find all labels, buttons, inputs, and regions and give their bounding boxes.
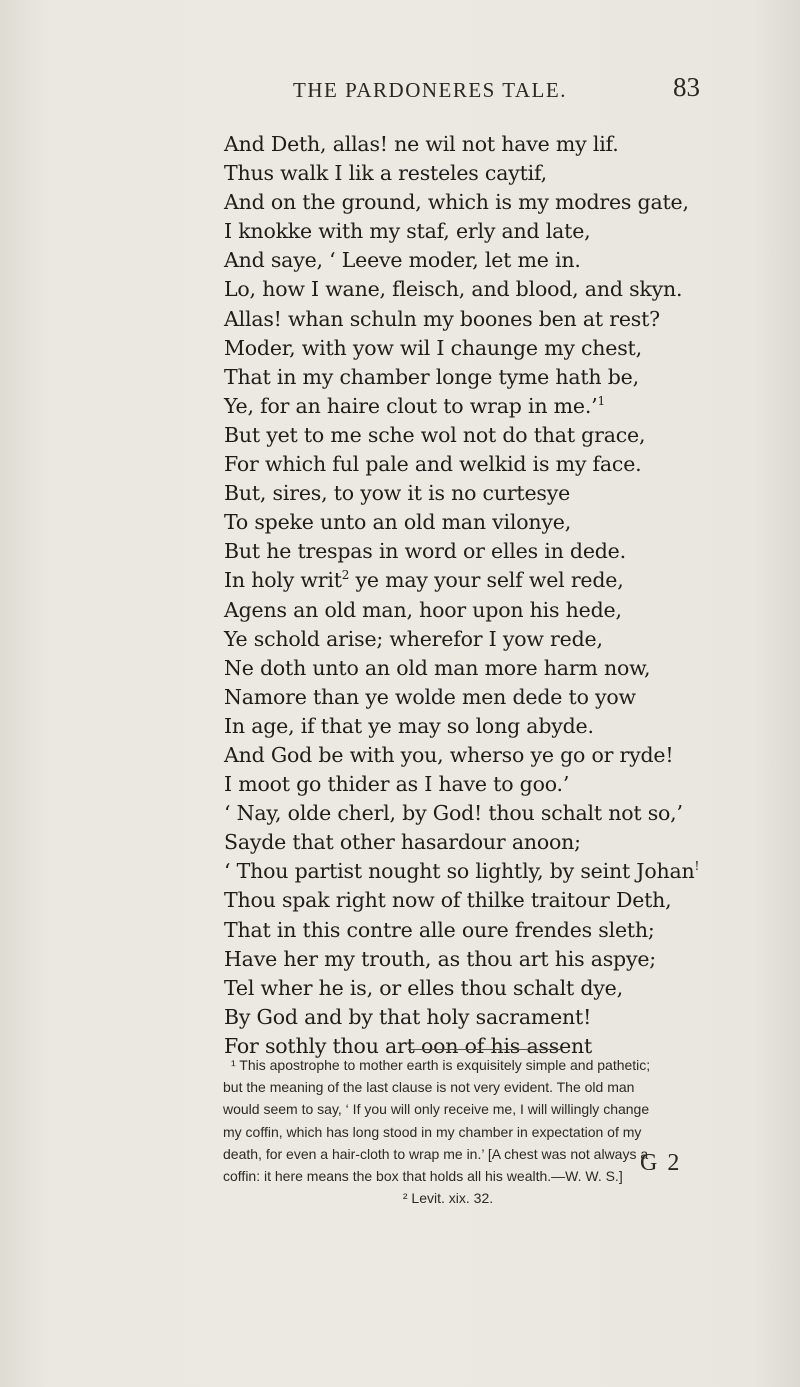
verse-line: But he trespas in word or elles in dede. bbox=[224, 539, 626, 564]
verse-line: Namore than ye wolde men dede to yow bbox=[224, 684, 636, 709]
verse-line: And on the ground, which is my modres gate, bbox=[224, 190, 689, 215]
verse-line: Have her my trouth, as thou art his aspye; bbox=[224, 946, 656, 971]
footnote-marker: 1 bbox=[597, 393, 605, 408]
footnotes bbox=[223, 1054, 673, 1209]
verse-line: Ye schold arise; wherefor I yow rede, bbox=[224, 626, 603, 651]
verse-line: In age, if that ye may so long abyde. bbox=[224, 713, 594, 738]
verse-line: Ne doth unto an old man more harm now, bbox=[224, 655, 651, 680]
footnote-line: ¹ This apostrophe to mother earth is exquisitely simple and pathetic; bbox=[231, 1057, 651, 1073]
verse-line: To speke unto an old man vilonye, bbox=[224, 510, 572, 535]
verse-line-text: Ye, for an haire clout to wrap in me.’ bbox=[224, 393, 598, 418]
verse-line: By God and by that holy sacrament! bbox=[224, 1004, 592, 1029]
verse-line: And Deth, allas! ne wil not have my lif. bbox=[224, 132, 619, 156]
verse-line-text: ye may your self wel rede, bbox=[349, 568, 624, 593]
verse-line-text: In holy writ bbox=[224, 568, 342, 593]
verse-line: Allas! whan schuln my boones ben at rest? bbox=[224, 306, 660, 331]
verse-line: And God be with you, wherso ye go or ryde! bbox=[224, 742, 674, 767]
page-number: 83 bbox=[673, 72, 700, 102]
verse-line: For sothly thou art oon of his assent bbox=[224, 1033, 593, 1058]
verse-line: Moder, with yow wil I chaunge my chest, bbox=[224, 335, 642, 360]
running-head: THE PARDONERES TALE. bbox=[293, 78, 567, 102]
footnote-line: would seem to say, ‘ If you will only receive me, I will willingly change bbox=[223, 1101, 650, 1118]
footnote-line: coffin: it here means the box that holds all his wealth.—W. W. S.] bbox=[223, 1167, 623, 1184]
verse-line: Agens an old man, hoor upon his hede, bbox=[224, 597, 622, 622]
verse-line: And saye, ‘ Leeve moder, let me in. bbox=[224, 248, 581, 273]
footnote-divider bbox=[408, 1049, 560, 1050]
verse-line bbox=[224, 857, 724, 886]
verse-line: ‘ Nay, olde cherl, by God! thou schalt not so,’ bbox=[224, 801, 683, 826]
verse-line: Sayde that other hasardour anoon; bbox=[224, 830, 581, 855]
verse-line: Thou spak right now of thilke traitour Deth, bbox=[224, 888, 672, 913]
verse-line: Tel wher he is, or elles thou schalt dye, bbox=[224, 975, 623, 1000]
footnote-marker: ! bbox=[694, 859, 700, 874]
signature-mark: G 2 bbox=[640, 1150, 682, 1176]
verse-line: But yet to me sche wol not do that grace, bbox=[224, 422, 646, 447]
footnote-line: death, for even a hair-cloth to wrap me in.’ [A chest was not always a bbox=[223, 1145, 649, 1162]
footnote-marker: 2 bbox=[341, 568, 350, 583]
verse-line: Thus walk I lik a resteles caytif, bbox=[224, 161, 547, 186]
footnote-line: my coffin, which has long stood in my chamber in expectation of my bbox=[223, 1123, 642, 1140]
verse-line: I knokke with my staf, erly and late, bbox=[224, 219, 591, 244]
verse-line-text: ‘ Thou partist nought so lightly, by seint Johan bbox=[224, 859, 695, 884]
footnote-line: ² Levit. xix. 32. bbox=[402, 1190, 494, 1207]
verse-line: That in this contre alle oure frendes sleth; bbox=[224, 917, 655, 942]
verse-line: Lo, how I wane, fleisch, and blood, and skyn. bbox=[224, 277, 683, 302]
footnote-line: but the meaning of the last clause is not very evident. The old man bbox=[223, 1079, 635, 1096]
verse-line: I moot go thider as I have to goo.’ bbox=[224, 772, 570, 797]
verse-line bbox=[224, 392, 724, 421]
verse-line: That in my chamber longe tyme hath be, bbox=[224, 364, 639, 389]
verse-text bbox=[224, 130, 724, 1061]
verse-line: But, sires, to yow it is no curtesye bbox=[224, 481, 571, 506]
verse-line: For which ful pale and welkid is my face. bbox=[224, 452, 642, 477]
verse-line bbox=[224, 566, 724, 595]
